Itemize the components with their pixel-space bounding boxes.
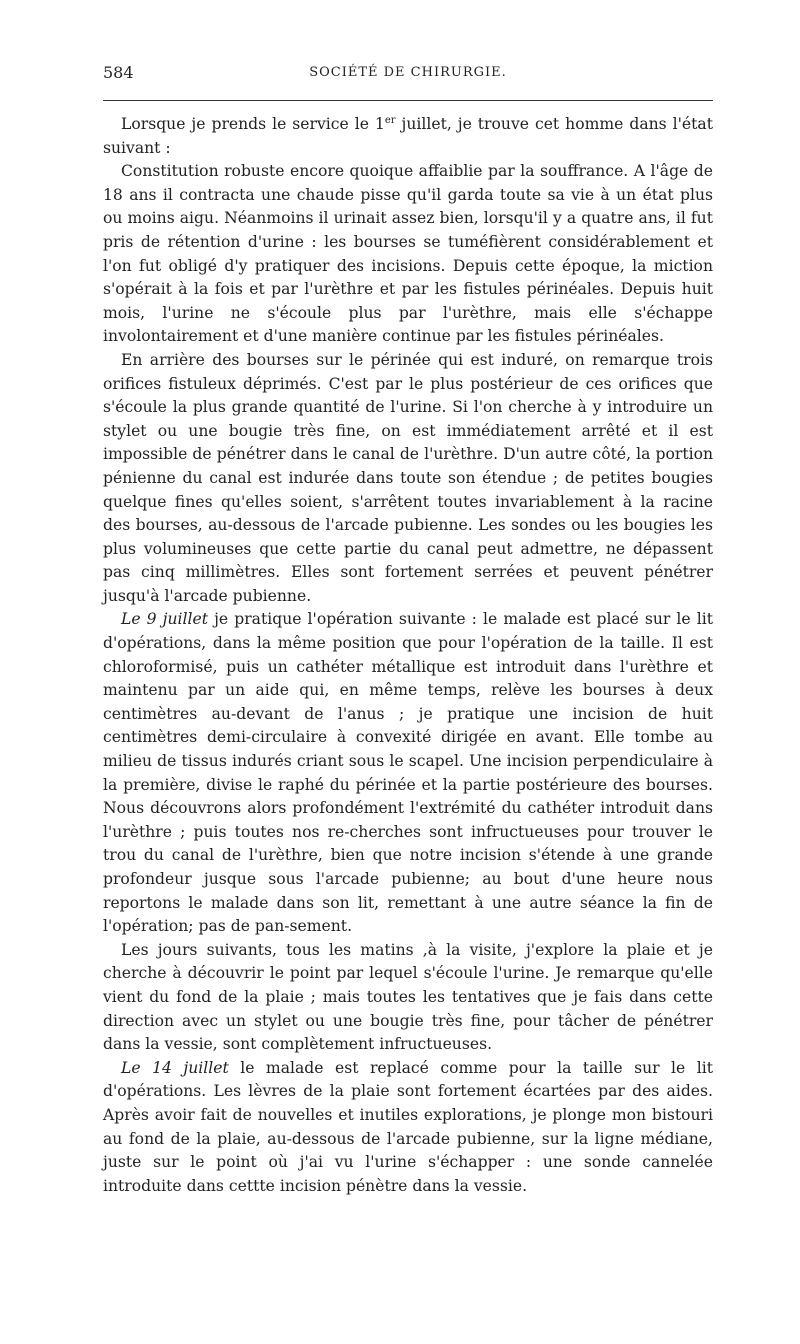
paragraph-6-text: le malade est replacé comme pour la taille sur le lit d'opérations. Les lèvres de la plaie sont fortement écartées par des aides. Après avoir fait de nouvelles et inutiles explorations, je plonge mon bistouri au fond de la plaie, au-dessous de l'arcade pubienne, sur la ligne médiane, juste sur le point où j'ai vu l'urine s'échapper : une sonde cannelée introduite dans cettte incision pénètre dans la vessie. — [103, 1058, 713, 1195]
paragraph-1-text-b: juillet, je trouve cet homme dans l'état suivant : — [103, 115, 713, 157]
paragraph-5: Les jours suivants, tous les matins ,à la visite, j'explore la plaie et je cherche à découvrir le point par lequel s'écoule l'urine. Je remarque qu'elle vient du fond de la plaie ; mais toutes les tentatives que je fais dans cette direction avec un stylet ou une bougie très fine, pour tâcher de pénétrer dans la vessie, sont complètement infructueuses. — [103, 940, 713, 1054]
body-text — [103, 113, 713, 1198]
paragraph-6 — [103, 1057, 713, 1199]
paragraph-4-text: je pratique l'opération suivante : le malade est placé sur le lit d'opérations, dans la même position que pour l'opération de la taille. Il est chloroformisé, puis un cathéter métallique est introduit dans l'urèthre et maintenu par un aide qui, en même temps, relève les bourses à deux centimètres au-devant de l'anus ; je pratique une incision de huit centimètres demi-circulaire à convexité dirigée en avant. Elle tombe au milieu de tissus indurés criant sous le scapel. Une incision perpendiculaire à la première, divise le raphé du périnée et la partie postérieure des bourses. Nous découvrons alors profondément l'extrémité du cathéter introduit dans l'urèthre ; puis toutes nos re-cherches sont infructueuses pour trouver le trou du canal de l'urèthre, bien que notre incision s'étende à une grande profondeur jusque sous l'arcade pubienne; au bout d'une heure nous reportons le malade dans son lit, remettant à une autre séance la fin de l'opération; pas de pan-sement. — [103, 610, 713, 936]
paragraph-2: Constitution robuste encore quoique affaiblie par la souffrance. A l'âge de 18 ans il contracta une chaude pisse qu'il garda toute sa vie à un état plus ou moins aigu. Néanmoins il urinait assez bien, lorsqu'il y a quatre ans, il fut pris de rétention d'urine : les bourses se tuméfièrent considérablement et l'on fut obligé d'y pratiquer des incisions. Depuis cette époque, la miction s'opérait à la fois et par l'urèthre et par les fistules périnéales. Depuis huit mois, l'urine ne s'écoule plus par l'urèthre, mais elle s'échappe involontairement et d'une manière continue par les fistules périnéales. — [103, 162, 713, 346]
page-header — [103, 60, 713, 86]
date-lead-14-juillet: Le 14 juillet — [121, 1058, 229, 1077]
book-page — [103, 60, 713, 1198]
paragraph-1 — [103, 113, 713, 160]
page-number: 584 — [103, 63, 134, 82]
paragraph-3: En arrière des bourses sur le périnée qui est induré, on remarque trois orifices fistuleux déprimés. C'est par le plus postérieur de ces orifices que s'écoule la plus grande quantité de l'urine. Si l'on cherche à y introduire un stylet ou une bougie très fine, on est immédiatement arrêté et il est impossible de pénétrer dans le canal de l'urèthre. D'un autre côté, la portion pénienne du canal est indurée dans toute son étendue ; de petites bougies quelque fines qu'elles soient, s'arrêtent toutes invariablement à la racine des bourses, au-dessous de l'arcade pubienne. Les sondes ou les bougies les plus volumineuses que cette partie du canal peut admettre, ne dépassent pas cinq millimètres. Elles sont fortement serrées et peuvent pénétrer jusqu'à l'arcade pubienne. — [103, 350, 713, 605]
ordinal-superscript: er — [384, 115, 396, 126]
paragraph-4 — [103, 608, 713, 938]
date-lead-9-juillet: Le 9 juillet — [121, 610, 208, 629]
header-rule — [103, 100, 713, 101]
running-title: SOCIÉTÉ DE CHIRURGIE. — [309, 65, 507, 80]
paragraph-1-text-a: Lorsque je prends le service le 1 — [121, 115, 385, 133]
